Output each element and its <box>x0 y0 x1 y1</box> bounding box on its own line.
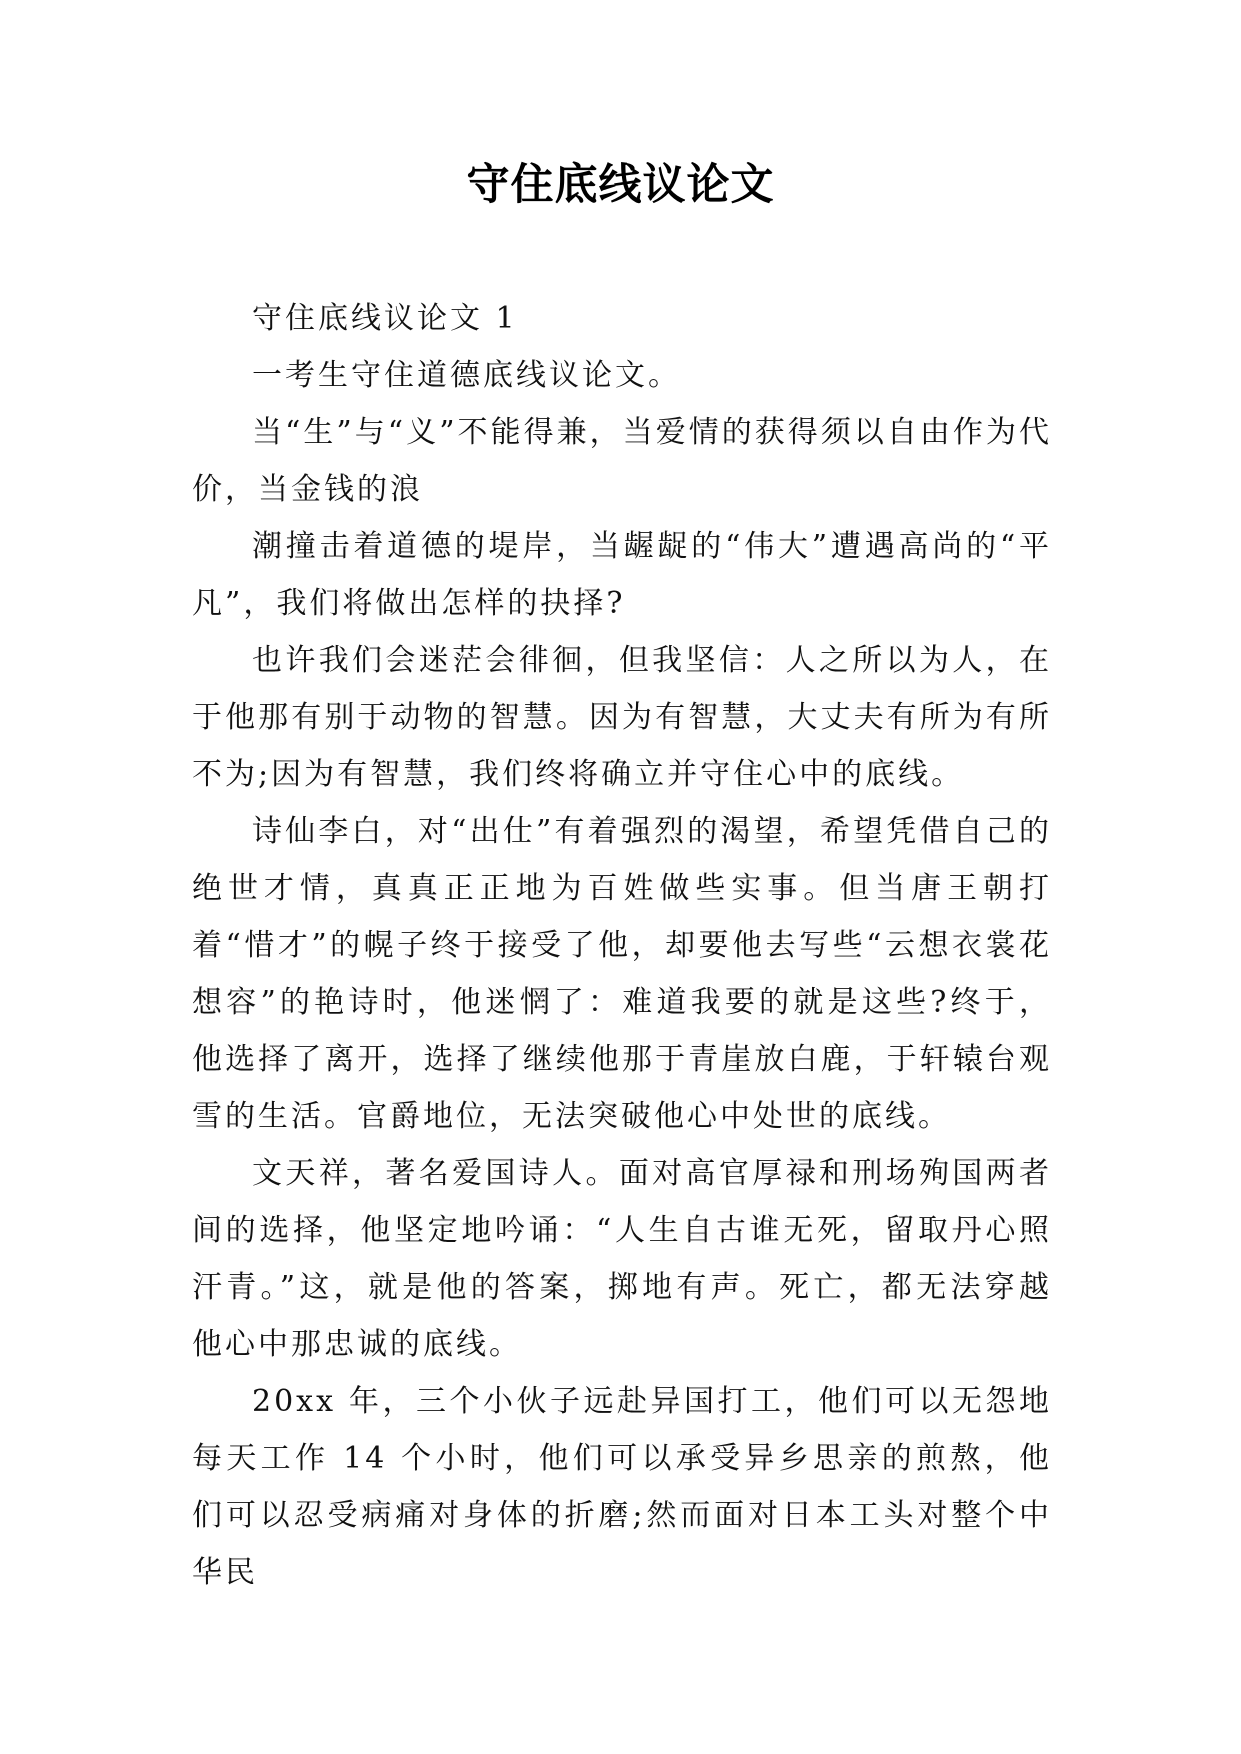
paragraph: 诗仙李白，对“出仕”有着强烈的渴望，希望凭借自己的绝世才情，真真正正地为百姓做些实事。但当唐王朝打着“惜才”的幌子终于接受了他，却要他去写些“云想衣裳花想容”的艳诗时，他迷惘了：难道我要的就是这些?终于，他选择了离开，选择了继续他那于青崖放白鹿，于轩辕台观雪的生活。官爵地位，无法突破他心中处世的底线。 <box>192 814 1052 1134</box>
paragraph: 文天祥，著名爱国诗人。面对高官厚禄和刑场殉国两者间的选择，他坚定地吟诵：“人生自古谁无死，留取丹心照汗青。”这，就是他的答案，掷地有声。死亡，都无法穿越他心中那忠诚的底线。 <box>192 1156 1052 1362</box>
paragraph: 也许我们会迷茫会徘徊，但我坚信：人之所以为人，在于他那有别于动物的智慧。因为有智慧，大丈夫有所为有所不为;因为有智慧，我们终将确立并守住心中的底线。 <box>192 643 1052 792</box>
paragraph: 当“生”与“义”不能得兼，当爱情的获得须以自由作为代价，当金钱的浪 <box>192 415 1052 507</box>
paragraph: 20xx 年，三个小伙子远赴异国打工，他们可以无怨地每天工作 14 个小时，他们可以承受异乡思亲的煎熬，他们可以忍受病痛对身体的折磨;然而面对日本工头对整个中华民 <box>192 1384 1052 1590</box>
paragraph: 守住底线议论文 1 <box>252 301 518 336</box>
paragraph: 一考生守住道德底线议论文。 <box>252 358 681 393</box>
document-title: 守住底线议论文 <box>466 160 775 210</box>
paragraph: 潮撞击着道德的堤岸，当龌龊的“伟大”遭遇高尚的“平凡”，我们将做出怎样的抉择? <box>192 529 1052 621</box>
document-body <box>192 290 1052 1601</box>
